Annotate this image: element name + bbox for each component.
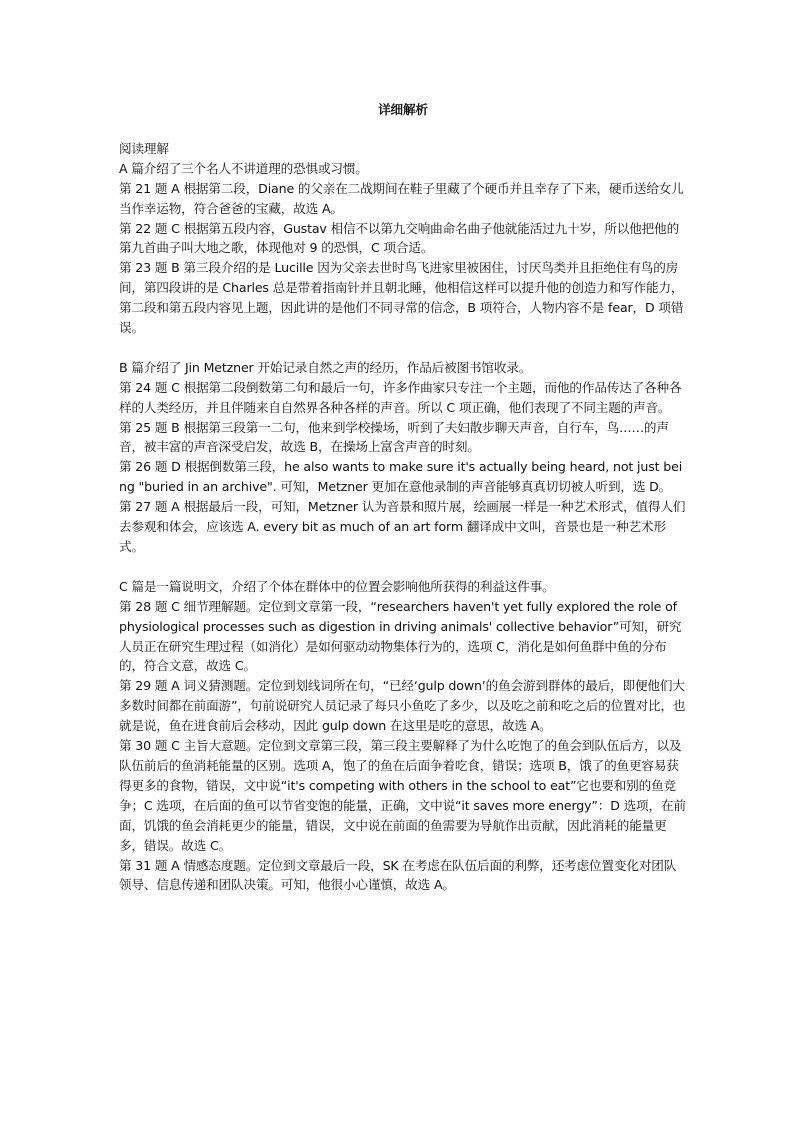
passage-summary: C 篇是一篇说明文，介绍了个体在群体中的位置会影响他所获得的利益这件事。 bbox=[119, 578, 555, 594]
section-divider bbox=[119, 338, 687, 358]
passage-summary: A 篇介绍了三个名人不讲道理的恐惧或习惯。 bbox=[119, 160, 368, 176]
answer-explanation: 第 25 题 B 根据第三段第一二句，他来到学校操场，听到了夫妇散步聊天声音，自行车，鸟……的声音，被丰富的声音深受启发，故选 B，在操场上富含声音的时刻。 bbox=[119, 419, 669, 455]
answer-explanation: 第 31 题 A 情感态度题。定位到文章最后一段，SK 在考虑在队伍后面的利弊，还考虑位置变化对团队领导、信息传递和团队决策。可知，他很小心谨慎，故选 A。 bbox=[119, 857, 677, 893]
section-c bbox=[119, 577, 687, 896]
section-divider bbox=[119, 557, 687, 577]
answer-explanation: 第 24 题 C 根据第二段倒数第二句和最后一句，许多作曲家只专注一个主题，而他的作品传达了各种各样的人类经历，并且伴随来自自然界各种各样的声音。所以 C 项正确，他们表现了不同主题的声音。 bbox=[119, 379, 682, 415]
section-a bbox=[119, 139, 687, 338]
answer-explanation: 第 26 题 D 根据倒数第三段，he also wants to make sure it's actually being heard, not just being "buried in an archive". 可知，Metzner 更加在意他录制的声音能够真真切切被人听到，选 D。 bbox=[119, 459, 683, 495]
section-heading: 阅读理解 bbox=[119, 140, 169, 156]
answer-explanation: 第 27 题 A 根据最后一段，可知，Metzner 认为音景和照片展，绘画展一样是一种艺术形式，值得人们去参观和体会，应该选 A. every bit as much of an art form 翻译成中文叫，音景也是一种艺术形式。 bbox=[119, 499, 686, 555]
answer-explanation: 第 29 题 A 词义猜测题。定位到划线词所在句，“已经‘gulp down’的鱼会游到群体的最后，即便他们大多数时间都在前面游”，句前说研究人员记录了每只小鱼吃了多少，以及吃之前和吃之后的位置对比，也就是说，鱼在进食前后会移动，因此 gulp down 在这里是吃的意思，故选 A。 bbox=[119, 678, 686, 734]
section-b bbox=[119, 358, 687, 557]
answer-explanation: 第 30 题 C 主旨大意题。定位到文章第三段，第三段主要解释了为什么吃饱了的鱼会到队伍后方，以及队伍前后的鱼消耗能量的区别。选项 A，饱了的鱼在后面争着吃食，错误；选项 B，饿了的鱼更容易获得更多的食物，错误，文中说“it's competing with others in the school to eat”它也要和别的鱼竞争；C 选项，在后面的鱼可以节省变饱的能量，正确，文中说“it saves more energy”：D 选项，在前面，饥饿的鱼会消耗更少的能量，错误，文中说在前面的鱼需要为导航作出贡献，因此消耗的能量更多，错误。故选 C。 bbox=[119, 738, 686, 853]
answer-explanation: 第 28 题 C 细节理解题。定位到文章第一段，“researchers haven't yet fully explored the role of physiological processes such as digestion in driving animals' collective behavior”可知，研究人员正在研究生理过程（如消化）是如何驱动动物集体行为的，选项 C，消化是如何鱼群中鱼的分布的，符合文意，故选 C。 bbox=[119, 598, 682, 674]
answer-explanation: 第 23 题 B 第三段介绍的是 Lucille 因为父亲去世时鸟飞进家里被困住，讨厌鸟类并且拒绝住有鸟的房间，第四段讲的是 Charles 总是带着指南针并且朝北睡，他相信这样可以提升他的创造力和写作能力，第二段和第五段内容见上题，因此讲的是他们不同寻常的信念，B 项符合，人物内容不是 fear，D 项错误。 bbox=[119, 260, 684, 336]
passage-summary: B 篇介绍了 Jin Metzner 开始记录自然之声的经历，作品后被图书馆收录。 bbox=[119, 359, 532, 375]
answer-explanation: 第 22 题 C 根据第五段内容，Gustav 相信不以第九交响曲命名曲子他就能活过九十岁，所以他把他的第九首曲子叫大地之歌，体现他对 9 的恐惧，C 项合适。 bbox=[119, 220, 680, 256]
document-page bbox=[119, 100, 687, 895]
answer-explanation: 第 21 题 A 根据第二段，Diane 的父亲在二战期间在鞋子里藏了个硬币并且幸存了下来，硬币送给女儿当作幸运物，符合爸爸的宝藏，故选 A。 bbox=[119, 180, 684, 216]
document-title: 详细解析 bbox=[378, 102, 428, 117]
